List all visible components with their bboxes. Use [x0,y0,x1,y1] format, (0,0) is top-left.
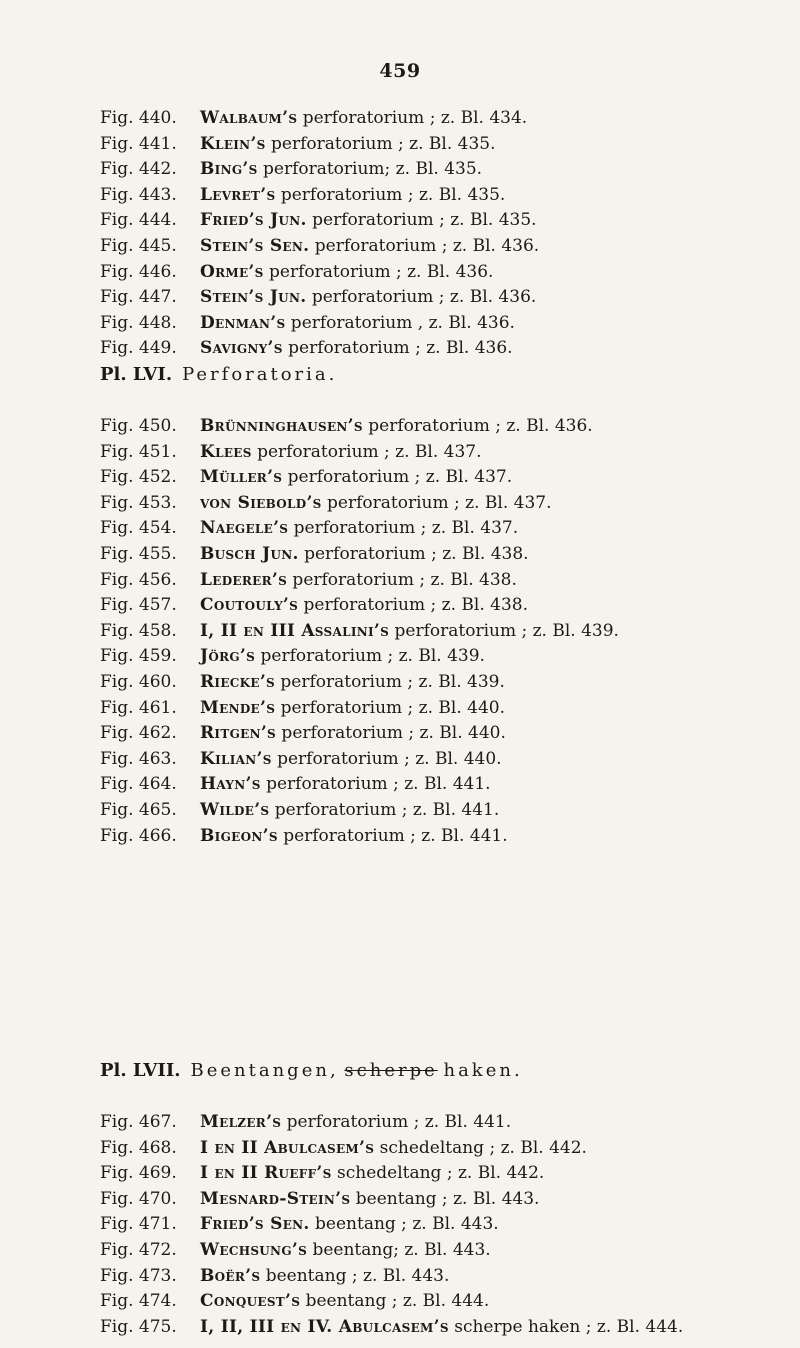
figure-number: Fig. 452. [100,467,177,488]
figure-entry [100,287,790,313]
figure-description: Busch Jun. perforatorium ; z. Bl. 438. [200,543,529,564]
figure-entry [100,467,790,493]
figure-number: Fig. 473. [100,1265,177,1286]
plate-title: Beentangen, [190,1060,339,1081]
figure-number: Fig. 443. [100,184,177,205]
figure-number: Fig. 445. [100,235,177,256]
figure-description: Stein’s Sen. perforatorium ; z. Bl. 436. [200,235,540,256]
figure-description: Naegele’s perforatorium ; z. Bl. 437. [200,518,519,539]
figure-entry [100,1291,790,1317]
figure-description: Wechsung’s beentang; z. Bl. 443. [200,1239,491,1260]
figure-description: Fried’s Jun. perforatorium ; z. Bl. 435. [200,210,537,231]
figure-description: Walbaum’s perforatorium ; z. Bl. 434. [200,108,528,128]
figure-number: Fig. 453. [100,492,177,513]
figure-entry [100,774,790,800]
figure-description: Mende’s perforatorium ; z. Bl. 440. [200,697,506,718]
figure-entry [100,313,790,339]
figure-description: Jörg’s perforatorium ; z. Bl. 439. [200,646,485,667]
figure-list-section-2 [100,416,790,851]
figure-entry [100,416,790,442]
figure-entry [100,749,790,775]
figure-number: Fig. 441. [100,133,177,154]
figure-entry [100,134,790,160]
figure-number: Fig. 464. [100,774,177,795]
figure-number: Fig. 454. [100,518,177,539]
page-number: 459 [379,60,421,82]
figure-number: Fig. 472. [100,1239,177,1260]
figure-number: Fig. 455. [100,543,177,564]
figure-number: Fig. 451. [100,441,177,462]
figure-entry [100,1163,790,1189]
figure-entry [100,442,790,468]
figure-description: Hayn’s perforatorium ; z. Bl. 441. [200,774,491,795]
figure-description: Conquest’s beentang ; z. Bl. 444. [200,1291,490,1312]
figure-number: Fig. 450. [100,416,177,436]
figure-number: Fig. 463. [100,748,177,769]
figure-number: Fig. 456. [100,569,177,590]
figure-number: Fig. 462. [100,723,177,744]
figure-description: Levret’s perforatorium ; z. Bl. 435. [200,184,506,205]
plate-title-end: haken. [443,1060,523,1081]
figure-description: Bigeon’s perforatorium ; z. Bl. 441. [200,825,508,846]
plate-heading [100,364,337,385]
figure-entry [100,698,790,724]
figure-entry [100,159,790,185]
figure-number: Fig. 446. [100,261,177,282]
figure-entry [100,1189,790,1215]
figure-entry [100,262,790,288]
figure-description: Klees perforatorium ; z. Bl. 437. [200,441,482,462]
figure-number: Fig. 457. [100,595,177,616]
figure-number: Fig. 442. [100,159,177,180]
figure-description: Melzer’s perforatorium ; z. Bl. 441. [200,1112,512,1132]
figure-entry [100,544,790,570]
figure-number: Fig. 474. [100,1291,177,1312]
figure-description: Bing’s perforatorium; z. Bl. 435. [200,159,483,180]
figure-entry [100,672,790,698]
figure-number: Fig. 470. [100,1188,177,1209]
figure-description: Brünninghausen’s perforatorium ; z. Bl. 436. [200,416,593,436]
figure-entry [100,493,790,519]
figure-number: Fig. 467. [100,1112,177,1132]
figure-list-section-1 [100,108,790,364]
figure-description: Riecke’s perforatorium ; z. Bl. 439. [200,671,505,692]
figure-entry [100,1138,790,1164]
figure-description: Boër’s beentang ; z. Bl. 443. [200,1265,450,1286]
figure-number: Fig. 448. [100,312,177,333]
figure-number: Fig. 444. [100,210,177,231]
figure-description: I, II, III en IV. Abulcasem’s scherpe haken ; z. Bl. 444. [200,1316,684,1337]
figure-entry [100,1317,790,1343]
figure-entry [100,108,790,134]
figure-entry [100,1240,790,1266]
figure-number: Fig. 459. [100,646,177,667]
figure-list-section-3 [100,1112,790,1342]
figure-entry [100,570,790,596]
plate-label: Pl. LVII. [100,1060,181,1081]
figure-number: Fig. 466. [100,825,177,846]
figure-description: Savigny’s perforatorium ; z. Bl. 436. [200,338,513,359]
figure-description: Müller’s perforatorium ; z. Bl. 437. [200,467,513,488]
figure-number: Fig. 447. [100,287,177,308]
figure-description: Kilian’s perforatorium ; z. Bl. 440. [200,748,502,769]
plate-label: Pl. LVI. [100,364,173,385]
figure-entry [100,621,790,647]
figure-description: Mesnard-Stein’s beentang ; z. Bl. 443. [200,1188,540,1209]
figure-entry [100,646,790,672]
figure-number: Fig. 471. [100,1214,177,1235]
figure-entry [100,800,790,826]
figure-entry [100,236,790,262]
figure-description: von Siebold’s perforatorium ; z. Bl. 437. [200,492,552,513]
figure-entry [100,518,790,544]
figure-number: Fig. 460. [100,671,177,692]
figure-entry [100,595,790,621]
figure-description: Ritgen’s perforatorium ; z. Bl. 440. [200,723,506,744]
plate-title-struck-word: scherpe [344,1060,438,1081]
figure-number: Fig. 469. [100,1163,177,1184]
figure-entry [100,1112,790,1138]
plate-title: Perforatoria. [182,364,338,385]
figure-description: Coutouly’s perforatorium ; z. Bl. 438. [200,595,528,616]
figure-entry [100,1214,790,1240]
figure-entry [100,826,790,852]
figure-description: Fried’s Sen. beentang ; z. Bl. 443. [200,1214,499,1235]
figure-description: Wilde’s perforatorium ; z. Bl. 441. [200,799,500,820]
figure-description: Klein’s perforatorium ; z. Bl. 435. [200,133,496,154]
figure-description: I, II en III Assalini’s perforatorium ; z. Bl. 439. [200,620,619,641]
figure-number: Fig. 465. [100,799,177,820]
figure-entry [100,723,790,749]
figure-number: Fig. 449. [100,338,177,359]
figure-number: Fig. 468. [100,1137,177,1158]
figure-number: Fig. 461. [100,697,177,718]
figure-description: Orme’s perforatorium ; z. Bl. 436. [200,261,494,282]
plate-heading [100,1060,523,1081]
figure-entry [100,338,790,364]
figure-description: Lederer’s perforatorium ; z. Bl. 438. [200,569,517,590]
figure-number: Fig. 440. [100,108,177,128]
figure-entry [100,210,790,236]
figure-entry [100,1266,790,1292]
figure-entry [100,185,790,211]
figure-description: I en II Abulcasem’s schedeltang ; z. Bl. 442. [200,1137,587,1158]
figure-description: Stein’s Jun. perforatorium ; z. Bl. 436. [200,287,537,308]
figure-description: Denman’s perforatorium , z. Bl. 436. [200,312,515,333]
figure-description: I en II Rueff’s schedeltang ; z. Bl. 442. [200,1163,545,1184]
figure-number: Fig. 475. [100,1316,177,1337]
figure-number: Fig. 458. [100,620,177,641]
